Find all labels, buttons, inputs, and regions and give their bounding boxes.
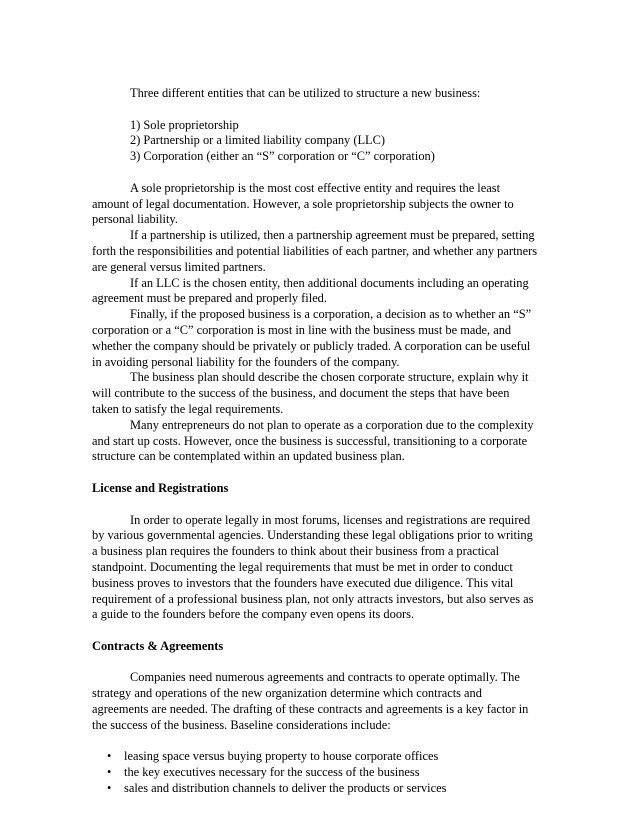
text-line: taken to satisfy the legal requirements. [92, 401, 284, 416]
paragraph-contracts [92, 670, 552, 733]
section-heading-license: License and Registrations [92, 480, 229, 495]
text-line: In order to operate legally in most forums, licenses and registrations are required [130, 512, 531, 527]
text-line: are general versus limited partners. [92, 259, 266, 274]
text-line: A sole proprietorship is the most cost effective entity and requires the least [130, 180, 501, 195]
entity-list-item: 1) Sole proprietorship [130, 117, 239, 132]
text-line: business proves to investors that the founders have executed due diligence. This vital [92, 575, 514, 590]
entity-list-item: 3) Corporation (either an “S” corporation or “C” corporation) [130, 149, 435, 164]
considerations-list [92, 749, 552, 796]
paragraph-partnership [92, 228, 552, 275]
paragraph-business-plan [92, 370, 552, 417]
text-line: amount of legal documentation. However, a sole proprietorship subjects the owner to [92, 196, 514, 211]
text-line: forth the responsibilities and potential liabilities of each partner, and whether any partners [92, 243, 538, 258]
text-line: requirement of a professional business plan, not only attracts investors, but also serves as [92, 591, 534, 606]
section-heading-contracts: Contracts & Agreements [92, 638, 224, 653]
text-line: by various governmental agencies. Understanding these legal obligations prior to writing [92, 528, 533, 543]
list-item [92, 765, 552, 781]
text-line: strategy and operations of the new organization determine which contracts and [92, 686, 482, 701]
intro-lead: Three different entities that can be utilized to structure a new business: [130, 86, 481, 100]
text-line: Finally, if the proposed business is a corporation, a decision as to whether an “S” [130, 307, 532, 322]
text-line: If a partnership is utilized, then a partnership agreement must be prepared, setting [130, 228, 535, 243]
text-line: corporation or a “C” corporation is most in line with the business must be made, and [92, 322, 512, 337]
paragraph-entrepreneurs [92, 418, 552, 465]
text-line: agreement must be prepared and properly filed. [92, 291, 327, 306]
text-line: Companies need numerous agreements and contracts to operate optimally. The [130, 670, 520, 685]
text-line: a guide to the founders before the company even opens its doors. [92, 607, 415, 622]
paragraph-license [92, 513, 552, 624]
list-item-text: leasing space versus buying property to house corporate offices [124, 749, 439, 764]
text-line: personal liability. [92, 212, 178, 227]
bullet-icon: • [107, 781, 112, 796]
text-line: the success of the business. Baseline considerations include: [92, 717, 391, 732]
document-page [92, 86, 552, 797]
text-line: will contribute to the success of the business, and document the steps that have been [92, 386, 510, 401]
list-item-text: the key executives necessary for the success of the business [124, 765, 420, 780]
entity-list-item: 2) Partnership or a limited liability company (LLC) [130, 133, 385, 148]
text-line: in avoiding personal liability for the founders of the company. [92, 354, 400, 369]
text-line: agreements are needed. The drafting of these contracts and agreements is a key factor in [92, 702, 529, 717]
list-item [92, 749, 552, 765]
text-line: The business plan should describe the chosen corporate structure, explain why it [130, 370, 529, 385]
text-line: Many entrepreneurs do not plan to operate as a corporation due to the complexity [130, 417, 534, 432]
text-line: structure can be contemplated within an updated business plan. [92, 449, 405, 464]
list-item [92, 781, 552, 797]
text-line: whether the company should be privately or publicly traded. A corporation can be useful [92, 338, 531, 353]
list-item-text: sales and distribution channels to deliver the products or services [124, 781, 447, 796]
text-line: and start up costs. However, once the business is successful, transitioning to a corporate [92, 433, 528, 448]
text-line: a business plan requires the founders to think about their business from a practical [92, 544, 500, 559]
bullet-icon: • [107, 749, 112, 764]
paragraph-llc [92, 276, 552, 308]
text-line: standpoint. Documenting the legal requirements that must be met in order to conduct [92, 559, 513, 574]
paragraph-sole-proprietorship [92, 181, 552, 228]
paragraph-corporation [92, 307, 552, 370]
bullet-icon: • [107, 765, 112, 780]
text-line: If an LLC is the chosen entity, then additional documents including an operating [130, 275, 529, 290]
